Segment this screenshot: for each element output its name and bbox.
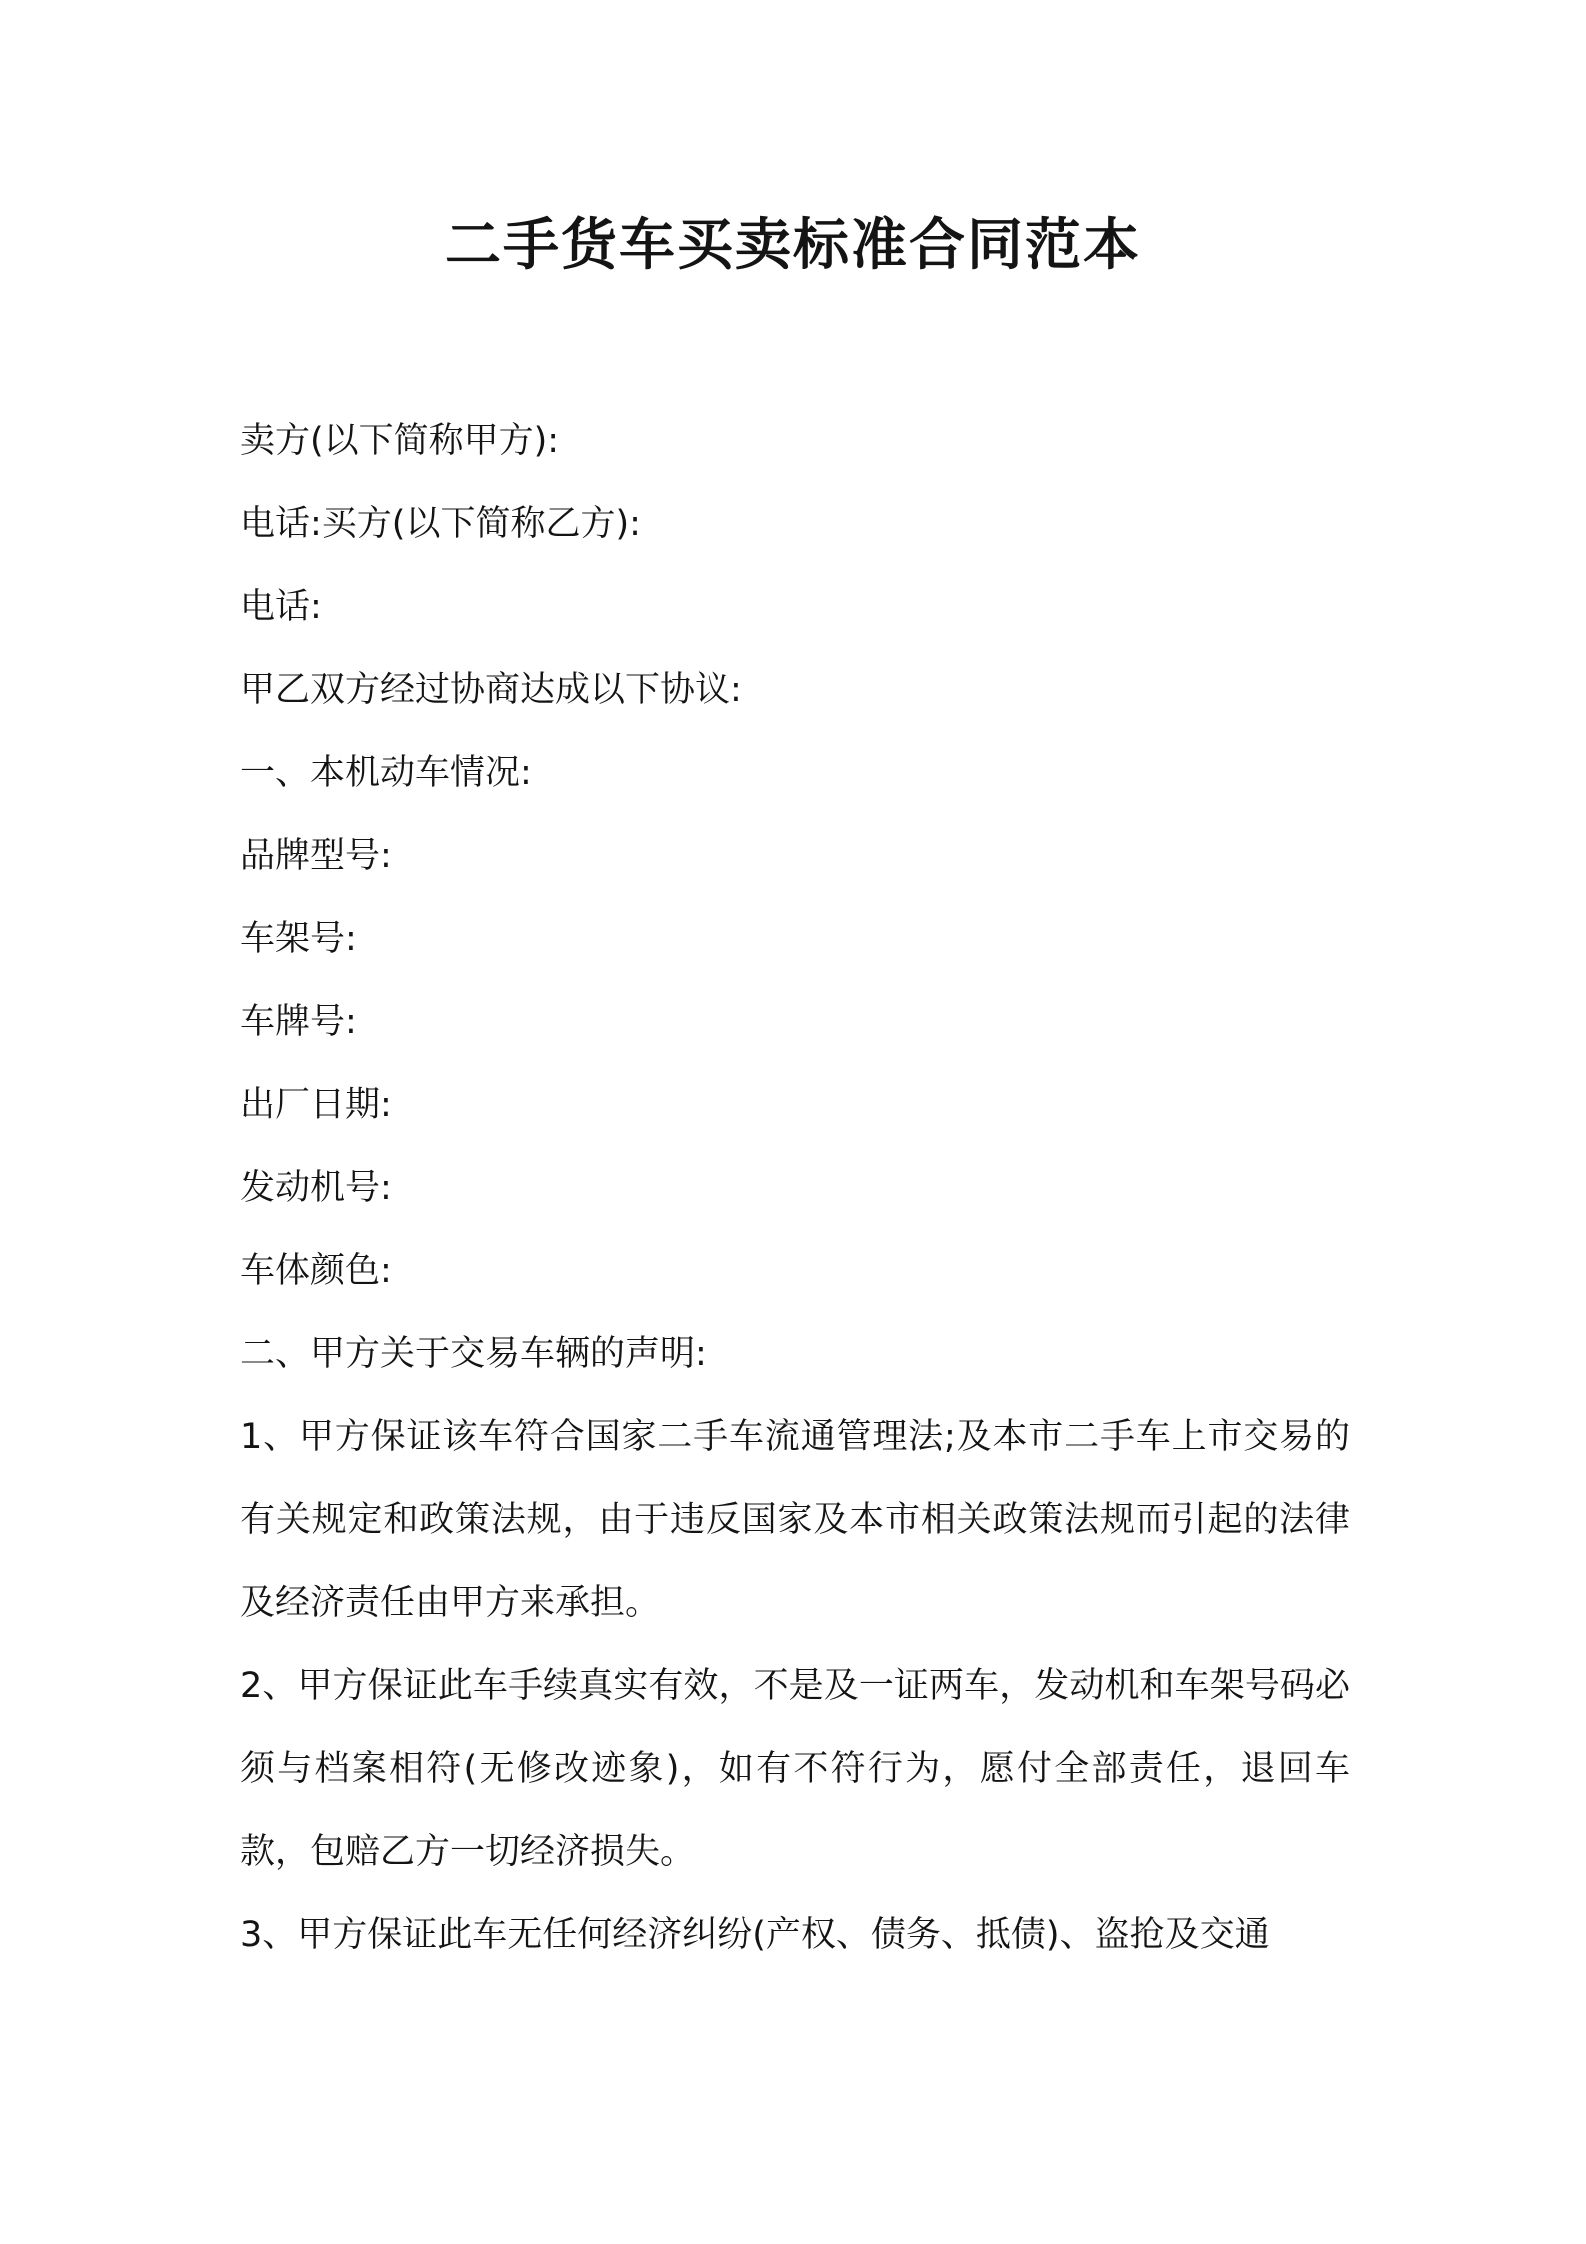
section-2-heading: 二、甲方关于交易车辆的声明:: [240, 1334, 707, 1374]
phone-buyer-line: 电话:买方(以下简称乙方):: [240, 504, 641, 544]
seller-line: 卖方(以下简称甲方):: [240, 421, 560, 461]
field-plate-number: 车牌号:: [240, 1002, 357, 1042]
section-1-heading: 一、本机动车情况:: [240, 753, 532, 793]
document-body: [240, 400, 1350, 1977]
clause-2: 2、甲方保证此车手续真实有效，不是及一证两车，发动机和车架号码必须与档案相符(无修改迹象)，如有不符行为，愿付全部责任，退回车款，包赔乙方一切经济损失。: [240, 1666, 1350, 1872]
clause-1: 1、甲方保证该车符合国家二手车流通管理法;及本市二手车上市交易的有关规定和政策法规，由于违反国家及本市相关政策法规而引起的法律及经济责任由甲方来承担。: [240, 1417, 1350, 1623]
field-frame-number: 车架号:: [240, 919, 357, 959]
document-title: 二手货车买卖标准合同范本: [445, 213, 1141, 278]
agreement-line: 甲乙双方经过协商达成以下协议:: [240, 670, 742, 710]
clause-3: 3、甲方保证此车无任何经济纠纷(产权、债务、抵债)、盗抢及交通: [240, 1915, 1270, 1955]
phone-line: 电话:: [240, 587, 322, 627]
field-engine-number: 发动机号:: [240, 1168, 392, 1208]
field-manufacture-date: 出厂日期:: [240, 1085, 392, 1125]
field-brand-model: 品牌型号:: [240, 836, 392, 876]
field-body-color: 车体颜色:: [240, 1251, 392, 1291]
